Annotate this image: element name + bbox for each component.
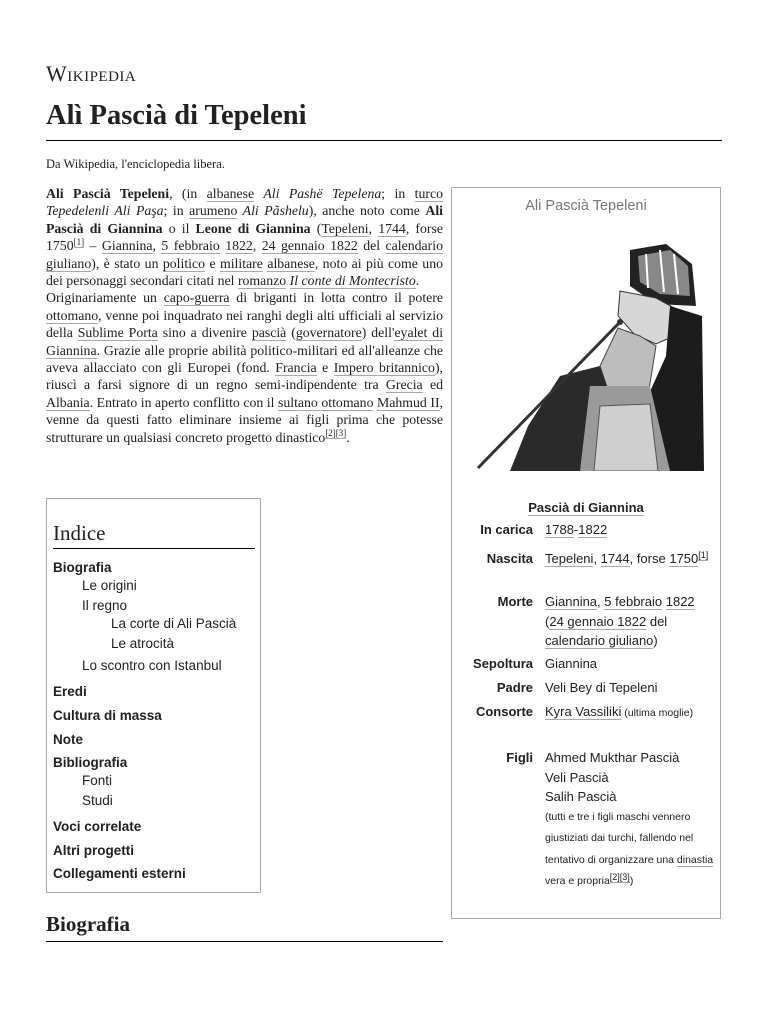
link-governatore[interactable]: governatore (295, 325, 362, 341)
alias-2: Leone di Giannina (195, 220, 311, 236)
link-politico[interactable]: politico (162, 255, 206, 271)
link-il-conte-di-montecristo[interactable]: Il conte di Montecristo (289, 273, 416, 289)
text: – (84, 238, 102, 254)
intro-paragraph-2 (46, 289, 443, 446)
text: sino a divenire (157, 325, 252, 341)
ref-2-3[interactable]: [2][3] (325, 428, 347, 439)
portrait-image[interactable] (470, 236, 704, 471)
link-arumeno[interactable]: arumeno (189, 203, 238, 219)
link-1744[interactable]: 1744 (600, 551, 630, 566)
link-5-febbraio[interactable]: 5 febbraio (161, 238, 220, 254)
link-1822[interactable]: 1822 (225, 238, 253, 254)
text: . Grazie alle proprie abilità politico-militari ed all'alleanze che aveva allacciato con gli Europei (fond. (46, 342, 443, 376)
link-militare[interactable]: militare (219, 255, 263, 271)
label-consorte: Consorte (475, 704, 533, 719)
name-aromanian: Ali Pãshelu (237, 203, 309, 219)
link-sublime-porta[interactable]: Sublime Porta (77, 325, 158, 341)
value-figli (545, 748, 715, 893)
label-figli: Figli (506, 750, 533, 765)
infobox (451, 187, 721, 919)
section-heading-biografia: Biografia (46, 912, 443, 942)
text: ) dell' (361, 325, 395, 341)
ref-1[interactable]: [1] (73, 236, 85, 247)
text: Originariamente un (46, 290, 164, 306)
text: ), è stato un (91, 255, 163, 271)
figlio-2: Veli Pascià (545, 769, 609, 785)
toc-title: Indice (53, 521, 255, 549)
page-title: Alì Pascià di Tepeleni (46, 98, 722, 141)
value-in-carica (545, 520, 715, 540)
link-kyra-vassiliki[interactable]: Kyra Vassiliki (545, 704, 622, 719)
text: o il (162, 220, 196, 236)
text: , (152, 238, 162, 254)
toc-item-note[interactable]: Note (53, 732, 83, 747)
table-of-contents (46, 498, 261, 893)
toc-item-la-corte[interactable]: La corte di Ali Pascià (111, 616, 237, 631)
ref-2-3[interactable]: [2][3] (609, 871, 630, 882)
label-padre: Padre (496, 680, 533, 695)
link-pascia[interactable]: pascià (251, 325, 287, 341)
link-1744[interactable]: 1744 (378, 220, 406, 236)
label-sepoltura: Sepoltura (473, 656, 533, 671)
value-padre: Veli Bey di Tepeleni (545, 680, 658, 695)
infobox-title: Ali Pascià Tepeleni (525, 198, 647, 214)
link-francia[interactable]: Francia (275, 360, 317, 376)
link-turco[interactable]: turco (414, 186, 444, 201)
value-consorte (545, 702, 715, 724)
intro-paragraph-1 (46, 185, 443, 289)
text: , venne poi inquadrato nei ranghi degli alti ufficiali al servizio della (46, 307, 443, 341)
text: del (357, 238, 386, 254)
figlio-3: Salih Pascià (545, 789, 617, 804)
name-albanian: Ali Pashë Tepelena (254, 186, 382, 201)
toc-item-altri-progetti[interactable]: Altri progetti (53, 843, 134, 858)
text: - (573, 522, 579, 537)
text: , venne da questi fatto eliminare insieme ai figli prima che potesse strutturare un qualsiasi concreto progetto dinastico (46, 394, 443, 445)
toc-item-il-regno[interactable]: Il regno (82, 598, 128, 613)
toc-item-collegamenti-esterni[interactable]: Collegamenti esterni (53, 866, 186, 881)
text: ), anche noto come (308, 203, 426, 219)
text: . (346, 429, 350, 445)
text: ( (286, 325, 296, 341)
text: ) (629, 875, 634, 887)
label-in-carica: In carica (480, 522, 533, 537)
text: di briganti in lotta contro il potere (229, 290, 443, 306)
text: ; in (163, 203, 190, 219)
figlio-1: Ahmed Mukthar Pascià (545, 750, 680, 765)
text: ) (653, 633, 658, 648)
text: ed (422, 377, 443, 393)
link-giannina[interactable]: Giannina (101, 238, 153, 254)
link-eyalet-di-giannina[interactable]: eyalet di Giannina (46, 325, 444, 358)
figli-note (545, 807, 715, 893)
label-morte: Morte (497, 594, 533, 609)
text: ; in (381, 186, 415, 201)
link-albanese-2[interactable]: albanese (267, 255, 315, 271)
text: e (316, 360, 334, 376)
link-grecia[interactable]: Grecia (385, 377, 423, 393)
text: . Entrato in aperto conflitto con il (89, 394, 278, 410)
link-tepeleni[interactable]: Tepeleni (321, 220, 369, 236)
link-24-gennaio-1822[interactable]: 24 gennaio 1822 (261, 238, 358, 254)
toc-item-eredi[interactable]: Eredi (53, 684, 87, 699)
name-turkish: Tepedelenli Ali Paşa (46, 203, 164, 219)
link-impero-britannico[interactable]: Impero britannico (333, 360, 435, 376)
intro-text (46, 185, 443, 446)
article-subject: Ali Pascià Tepeleni (46, 186, 170, 201)
link-albanese[interactable]: albanese (206, 186, 255, 201)
link-tepeleni[interactable]: Tepeleni (545, 551, 594, 566)
value-sepoltura: Giannina (545, 656, 598, 671)
link-calendario-giuliano[interactable]: calendario giuliano (545, 633, 654, 648)
link-albania[interactable]: Albania (46, 394, 90, 410)
link-1822[interactable]: 1822 (665, 594, 695, 609)
text: , (252, 238, 262, 254)
link-1822[interactable]: 1822 (578, 522, 608, 537)
link-giannina[interactable]: Giannina (545, 594, 598, 609)
alias-1: Ali Pascià di Giannina (46, 203, 443, 236)
text: ( (545, 613, 550, 629)
value-nascita: Tepeleni, 1744, forse 1750[1] (545, 549, 709, 566)
link-1788[interactable]: 1788 (545, 522, 574, 537)
text: , (368, 220, 379, 236)
toc-item-studi[interactable]: Studi (82, 793, 113, 808)
infobox-caption (452, 500, 720, 515)
text: , noto ai più come uno dei personaggi secondari citati nel (46, 255, 444, 289)
wikipedia-wordmark[interactable]: Wikipedia (46, 61, 137, 86)
link-ottomano[interactable]: ottomano (46, 307, 99, 323)
link-pascia-di-giannina[interactable]: Pascià di Giannina (528, 500, 644, 515)
toc-item-fonti[interactable]: Fonti (82, 773, 113, 788)
link-romanzo[interactable]: romanzo (237, 273, 287, 289)
consorte-note: (ultima moglie) (621, 707, 694, 719)
ref-1[interactable]: [1] (698, 549, 709, 560)
link-5-febbraio[interactable]: 5 febbraio (604, 594, 663, 609)
link-dinastia[interactable]: dinastia (676, 853, 714, 866)
text: vera e propria (545, 875, 610, 887)
text: , (in (169, 186, 207, 201)
toc-item-voci-correlate[interactable]: Voci correlate (53, 819, 142, 834)
link-1750[interactable]: 1750 (669, 551, 699, 566)
text: del (649, 613, 668, 629)
text: e (205, 255, 220, 271)
toc-item-le-origini[interactable]: Le origini (82, 578, 137, 593)
link-24-gennaio-1822[interactable]: 24 gennaio 1822 (549, 613, 647, 629)
text: , forse (629, 551, 666, 566)
label-nascita: Nascita (486, 551, 533, 566)
value-morte: Giannina, 5 febbraio 1822 (24 gennaio 1822 del calendario giuliano) (545, 594, 695, 648)
link-mahmud-ii[interactable]: Mahmud II (377, 394, 440, 410)
text: ), riuscì a farsi signore di un regno semi-indipendente tra (46, 360, 443, 393)
text: . (415, 273, 420, 289)
link-calendario-giuliano[interactable]: calendario giuliano (46, 238, 443, 271)
link-capo-guerra[interactable]: capo-guerra (163, 290, 230, 306)
toc-item-bibliografia[interactable]: Bibliografia (53, 755, 128, 770)
text: (tutti e tre i figli maschi vennero giustiziati dai turchi, fallendo nel tentativo di organizzare una (545, 810, 694, 866)
text: ( (310, 220, 322, 236)
toc-item-lo-scontro[interactable]: Lo scontro con Istanbul (82, 658, 222, 673)
toc-item-le-atrocita[interactable]: Le atrocità (111, 636, 175, 651)
text: , forse 1750 (46, 220, 443, 254)
link-sultano-ottomano[interactable]: sultano ottomano (277, 394, 374, 410)
tagline: Da Wikipedia, l'enciclopedia libera. (46, 157, 225, 171)
toc-item-cultura-di-massa[interactable]: Cultura di massa (53, 708, 162, 723)
toc-item-biografia[interactable]: Biografia (53, 560, 112, 575)
